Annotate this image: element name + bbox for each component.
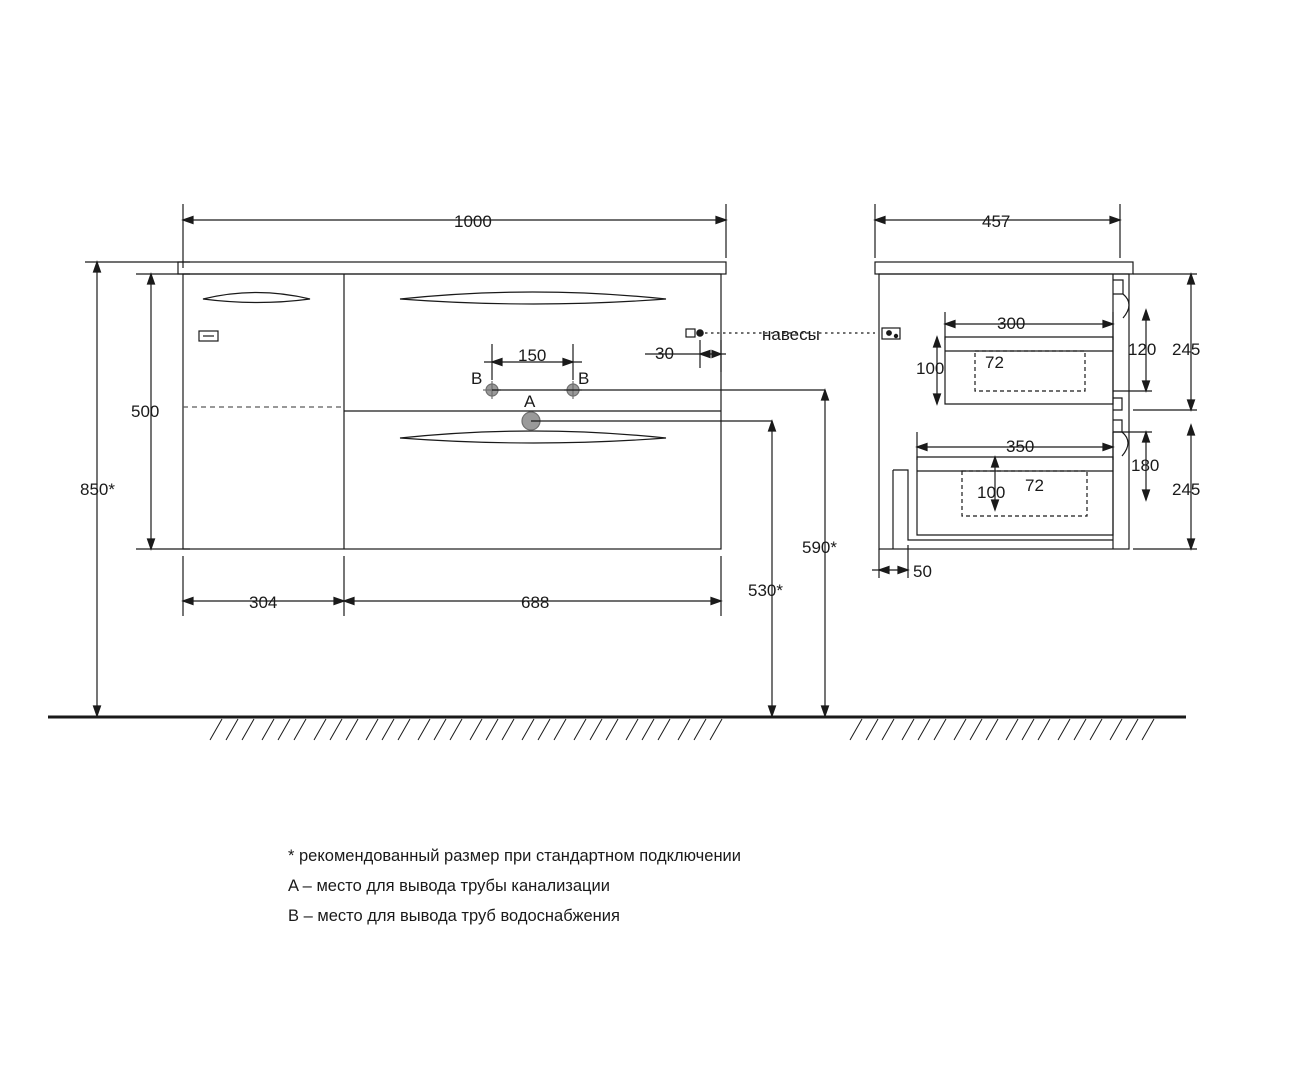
- dim-label-depth: 457: [982, 212, 1011, 231]
- legend-notes: [288, 841, 988, 931]
- dim-label-left-door-width: 304: [249, 593, 278, 612]
- front-drawer-handle-upper: [400, 292, 666, 304]
- dim-label-lower-total: 245: [1172, 480, 1201, 499]
- dim-upper-drawer-depth: [945, 312, 1113, 340]
- marker-label-a-drain: A: [524, 392, 536, 411]
- hangers-label: навесы: [762, 325, 820, 344]
- dim-label-upper-offset: 100: [916, 359, 945, 378]
- dim-label-lower-height: 180: [1131, 456, 1160, 475]
- dim-label-pipe-spacing: 150: [518, 346, 547, 365]
- dim-label-edge-offset: 30: [655, 344, 674, 363]
- dim-label-overall-width: 1000: [454, 212, 492, 231]
- dim-label-upper-total: 245: [1172, 340, 1201, 359]
- dim-base-offset: [872, 545, 908, 578]
- dim-label-lower-drawer-depth: 350: [1006, 437, 1035, 456]
- dim-drain-height: [769, 421, 776, 716]
- front-hanger-right-icon: [686, 329, 703, 337]
- dim-label-drain-height: 530*: [748, 581, 783, 600]
- dim-label-floor-to-top: 850*: [80, 480, 115, 499]
- dim-label-upper-height: 120: [1128, 340, 1157, 359]
- floor-hatch-right: [850, 719, 1154, 740]
- front-door-handle-left: [203, 293, 310, 303]
- side-upper-drawer: [945, 337, 1113, 404]
- dim-label-water-height: 590*: [802, 538, 837, 557]
- side-handle-upper: [1113, 280, 1129, 318]
- dim-label-base-offset: 50: [913, 562, 932, 581]
- side-countertop: [875, 262, 1133, 274]
- dim-label-upper-drawer-depth: 300: [997, 314, 1026, 333]
- front-drawer-handle-lower: [400, 431, 666, 443]
- floor-hatch-left: [210, 719, 722, 740]
- side-handle-middle: [1113, 398, 1128, 456]
- side-lower-drawer: [917, 457, 1113, 535]
- marker-label-b-right: B: [578, 369, 590, 388]
- dim-label-lower-inner: 72: [1025, 476, 1044, 495]
- marker-label-b-left: B: [471, 369, 483, 388]
- dim-label-lower-offset: 100: [977, 483, 1006, 502]
- dim-label-cabinet-height: 500: [131, 402, 160, 421]
- side-base-bracket: [893, 470, 1113, 549]
- side-hanger-icon: [882, 328, 900, 339]
- front-hanger-left-icon: [199, 331, 218, 341]
- dim-label-upper-inner: 72: [985, 353, 1004, 372]
- front-cabinet-body: [183, 274, 721, 549]
- legend-note-2: A – место для вывода трубы канализации: [288, 877, 610, 895]
- legend-note-3: B – место для вывода труб водоснабжения: [288, 907, 620, 925]
- dim-label-right-drawer-width: 688: [521, 593, 550, 612]
- front-countertop: [178, 262, 726, 274]
- legend-note-1: * рекомендованный размер при стандартном подключении: [288, 847, 741, 865]
